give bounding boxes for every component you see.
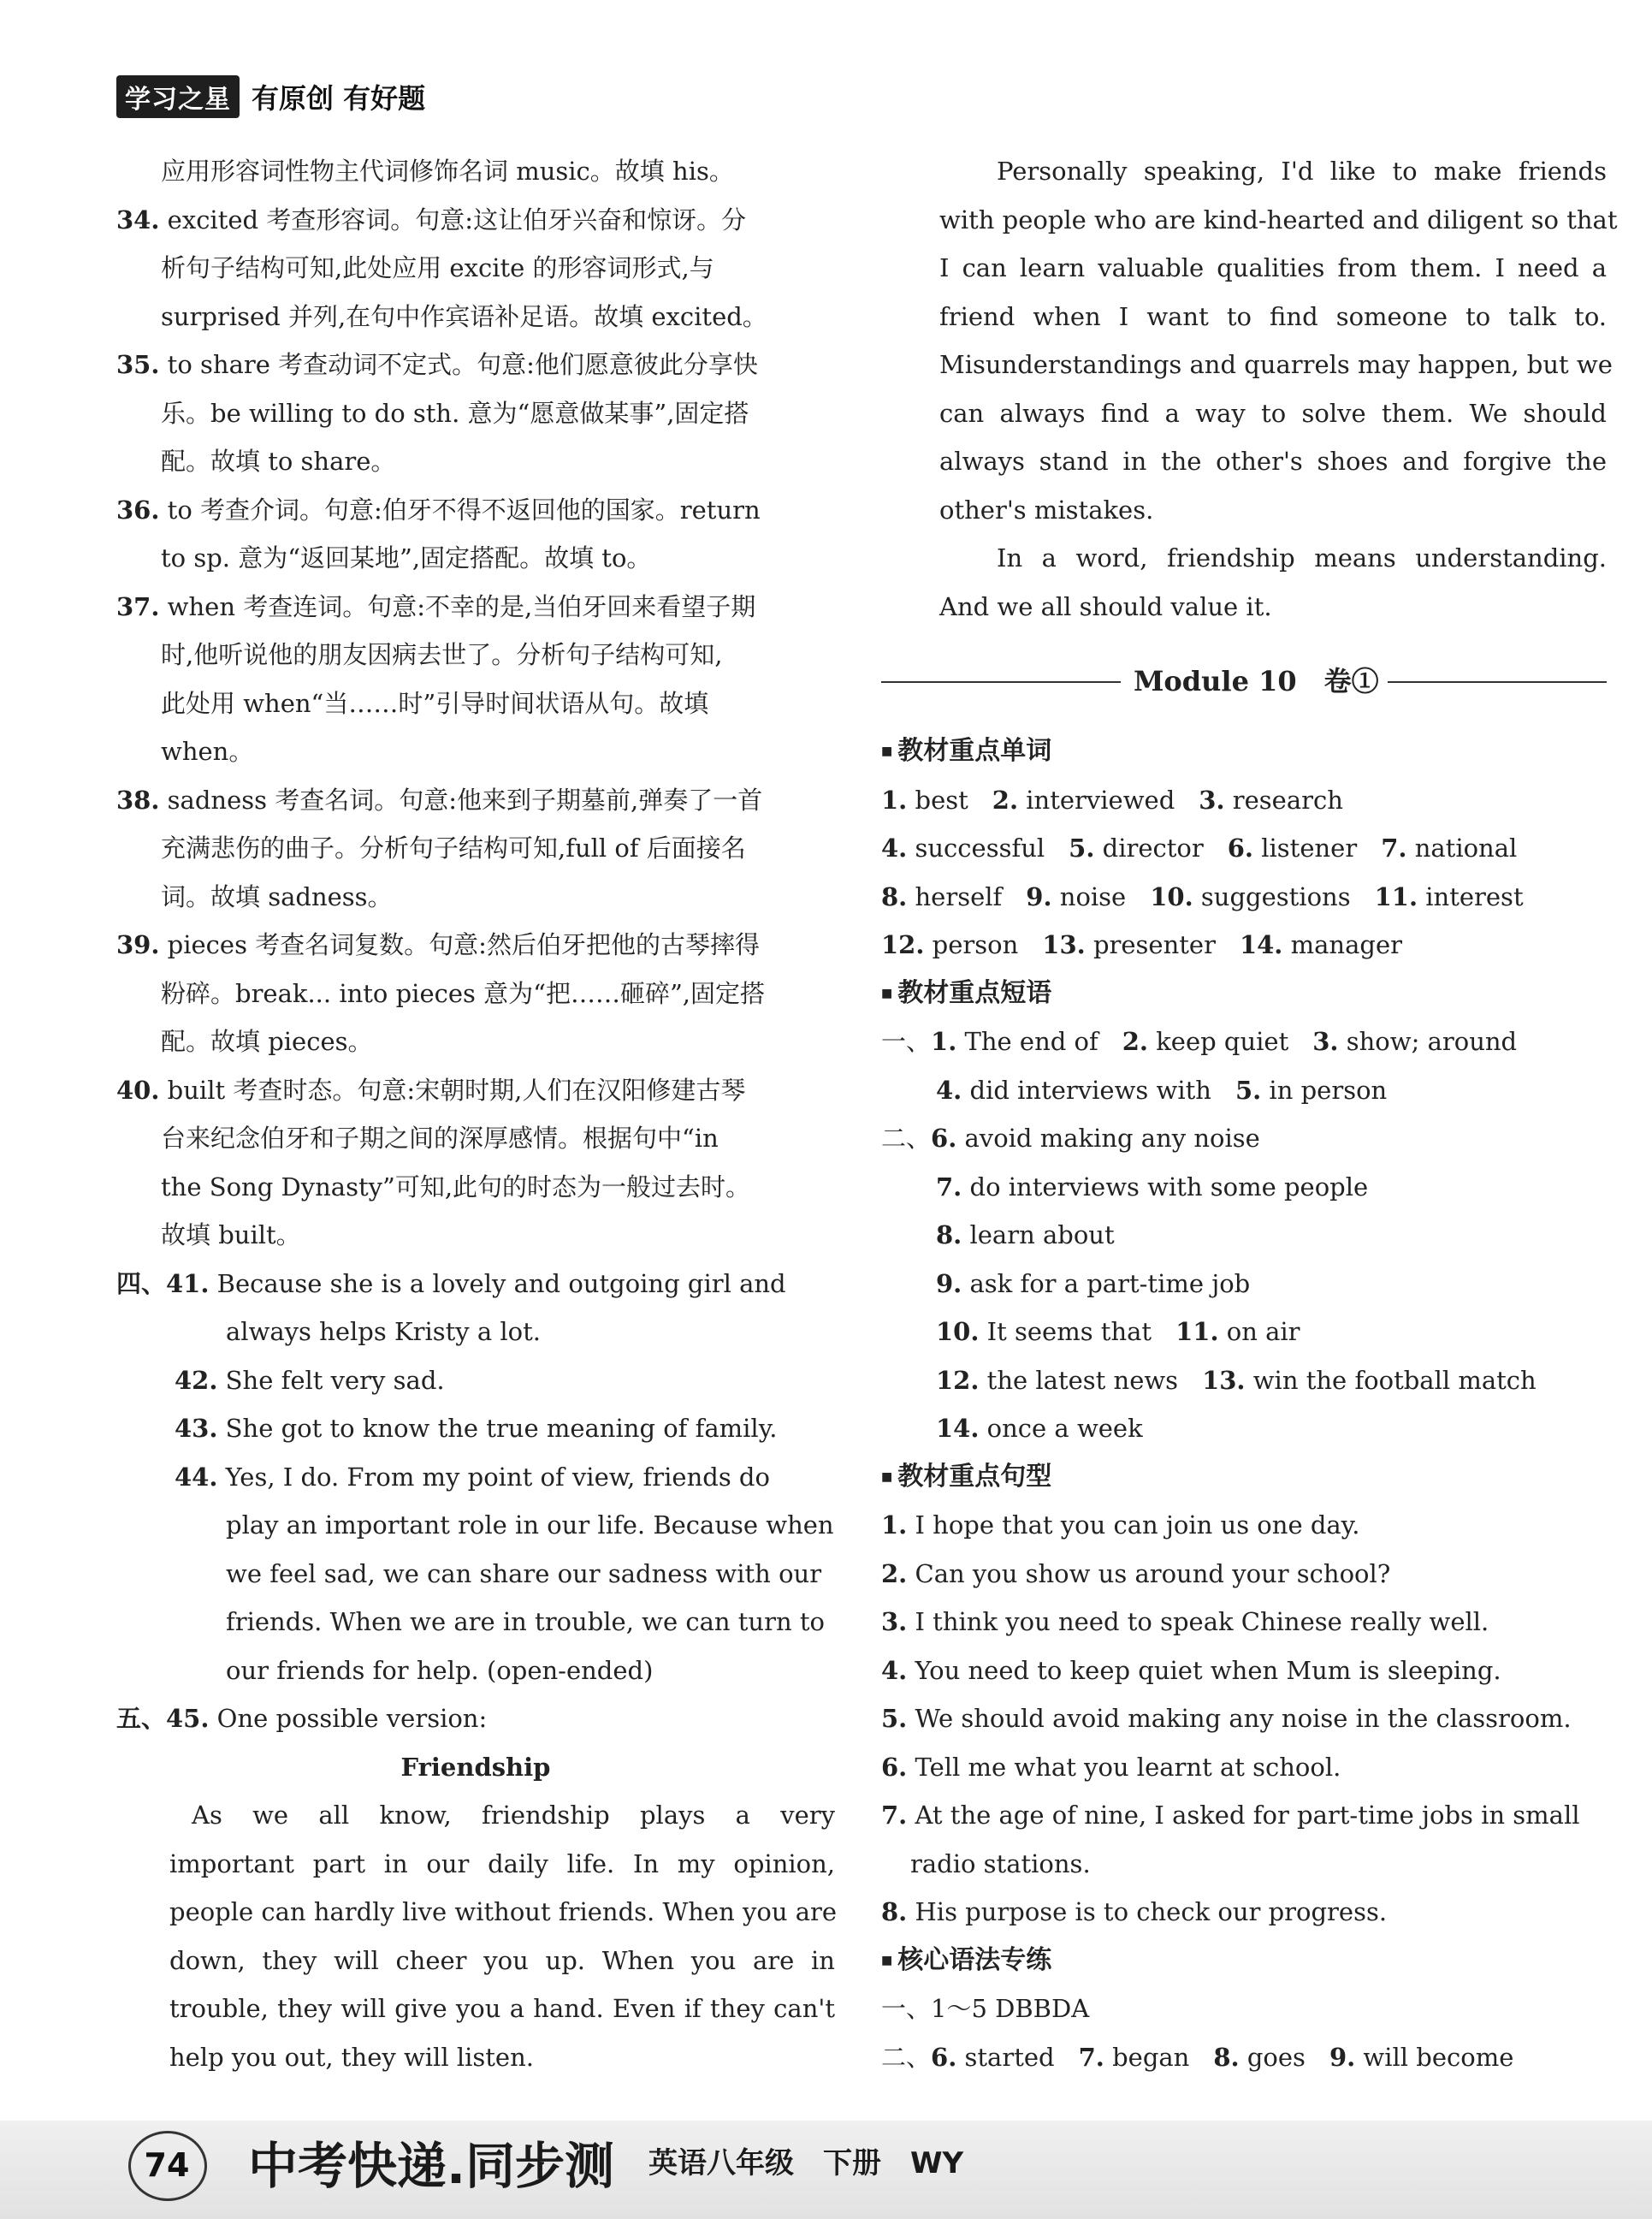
item-number: 五、45.: [116, 1704, 210, 1733]
answer-item: [881, 1753, 1341, 1782]
item-text: began: [1104, 2042, 1190, 2072]
line-text: 粉碎。break... into pieces 意为“把……砸碎”,固定搭: [161, 978, 765, 1008]
section-heading: ■ 教材重点句型: [881, 1453, 1607, 1502]
item-number: 9.: [1329, 2042, 1356, 2072]
item-number: 7.: [1078, 2042, 1104, 2072]
answer-line: [881, 1114, 1607, 1163]
text-line: [116, 824, 835, 873]
answer-item: [1079, 2043, 1190, 2072]
item-number: 3.: [881, 1607, 908, 1636]
line-text: trouble, they will give you a hand. Even if they can't: [169, 1994, 835, 2023]
text-line: [116, 486, 835, 535]
answer-item: [936, 1366, 1178, 1395]
answer-item: [1375, 882, 1524, 911]
text-line: [116, 1404, 835, 1453]
line-text: we feel sad, we can share our sadness with our: [226, 1558, 822, 1588]
item-text: The end of: [956, 1027, 1098, 1056]
item-text: His purpose is to check our progress.: [907, 1897, 1388, 1926]
item-number: 35.: [116, 350, 160, 379]
item-number: 8.: [881, 1897, 908, 1926]
line-text: to share 考查动词不定式。句意:他们愿意彼此分享快: [159, 350, 758, 379]
text-line: [116, 341, 835, 389]
line-text: always helps Kristy a lot.: [226, 1317, 541, 1346]
item-number: 8.: [936, 1220, 962, 1249]
item-text: ask for a part-time job: [962, 1268, 1251, 1298]
brand-logo: 学习之星: [116, 75, 240, 118]
answer-item: [1202, 1366, 1537, 1395]
answer-item: [936, 1317, 1152, 1346]
item-number: 12.: [881, 930, 925, 959]
essay-line: Misunderstandings and quarrels may happen, but we: [939, 350, 1613, 379]
footer-title: 中考快递.同步测: [248, 2137, 615, 2195]
item-text: We should avoid making any noise in the classroom.: [907, 1704, 1572, 1733]
text-line: [116, 776, 835, 825]
essay-line: I can learn valuable qualities from them. I need a: [939, 253, 1607, 282]
essay-line: And we all should value it.: [939, 591, 1272, 621]
item-number: 10.: [1150, 881, 1193, 911]
item-text: do interviews with some people: [962, 1172, 1369, 1201]
line-text: She felt very sad.: [217, 1365, 445, 1395]
text-line: [116, 873, 835, 922]
answer-line: [881, 1598, 1607, 1646]
text-line: [116, 1694, 835, 1743]
answer-item: [1312, 1027, 1517, 1056]
line-text: play an important role in our life. Because when: [226, 1510, 834, 1540]
essay-line: can always find a way to solve them. We should: [939, 398, 1607, 428]
group-prefix: 二、: [881, 1124, 932, 1153]
item-number: 6.: [931, 1124, 957, 1153]
item-text: suggestions: [1193, 881, 1351, 911]
item-number: 5.: [1069, 834, 1095, 863]
item-number: 7.: [936, 1172, 962, 1201]
answer-item: [1240, 930, 1402, 959]
line-text: surprised 并列,在句中作宾语补足语。故填 excited。: [161, 301, 767, 331]
item-number: 13.: [1202, 1365, 1246, 1395]
line-text: Because she is a lovely and outgoing girl and: [209, 1268, 786, 1298]
text-line: [116, 921, 835, 970]
module-rule-left: [881, 681, 1121, 683]
item-number: 14.: [1239, 930, 1283, 959]
item-text: national: [1406, 834, 1518, 863]
item-number: 9.: [936, 1268, 962, 1298]
answer-line: [881, 776, 1607, 825]
line-text: pieces 考查名词复数。句意:然后伯牙把他的古琴摔得: [159, 930, 760, 959]
text-line: [116, 1066, 835, 1115]
answer-item: [881, 930, 1018, 959]
answer-item: [931, 1124, 1260, 1153]
line-text: Yes, I do. From my point of view, friends do: [217, 1462, 770, 1492]
text-line: [116, 1985, 835, 2033]
item-text: the latest news: [979, 1365, 1179, 1395]
answer-item: [1235, 1076, 1387, 1105]
item-text: on air: [1218, 1317, 1300, 1346]
item-number: 11.: [1374, 881, 1418, 911]
item-number: 4.: [936, 1075, 962, 1105]
line-text: 配。故填 to share。: [161, 447, 396, 476]
item-text: It seems that: [979, 1317, 1152, 1346]
text-line: [116, 1646, 835, 1695]
item-text: listener: [1253, 834, 1358, 863]
answer-line: 一、1～5 DBBDA: [881, 1994, 1090, 2023]
line-text: 时,他听说他的朋友因病去世了。分析句子结构可知,: [161, 640, 723, 669]
item-text: show; around: [1338, 1027, 1518, 1056]
item-number: 2.: [1122, 1027, 1149, 1056]
item-number: 9.: [1026, 881, 1052, 911]
item-number: 44.: [175, 1462, 218, 1492]
text-line: [116, 583, 835, 632]
item-number: 38.: [116, 785, 160, 815]
item-number: 2.: [992, 785, 1019, 815]
line-text: 析句子结构可知,此处应用 excite 的形容词形式,与: [161, 253, 714, 282]
item-number: 6.: [881, 1752, 908, 1782]
answer-line: [881, 1260, 1607, 1308]
text-line: [116, 1211, 835, 1260]
item-number: 11.: [1175, 1317, 1219, 1346]
item-text: research: [1224, 785, 1343, 815]
item-number: 3.: [1199, 785, 1225, 815]
line-text: friends. When we are in trouble, we can turn to: [226, 1607, 825, 1636]
line-text: Friendship: [400, 1752, 551, 1782]
text-line: [116, 1791, 835, 1840]
line-text: help you out, they will listen.: [169, 2042, 534, 2072]
item-text: presenter: [1085, 930, 1216, 959]
text-line: [116, 1937, 835, 1985]
line-text: the Song Dynasty”可知,此句的时态为一般过去时。: [161, 1172, 751, 1201]
item-text: You need to keep quiet when Mum is sleeping.: [907, 1655, 1501, 1685]
item-text: noise: [1051, 881, 1127, 911]
item-text: goes: [1239, 2042, 1306, 2072]
answer-item: [881, 786, 968, 815]
item-number: 7.: [1381, 834, 1407, 863]
answer-line: [881, 1743, 1607, 1792]
page-header: [116, 75, 425, 118]
answer-item: [881, 834, 1045, 863]
essay-line: In a word, friendship means understanding.: [997, 543, 1607, 573]
answer-line: [881, 824, 1607, 873]
section-heading: ■ 教材重点单词: [881, 727, 1607, 776]
text-line: [116, 727, 835, 776]
item-text: herself: [907, 881, 1003, 911]
answer-item: [936, 1269, 1250, 1298]
item-number: 4.: [881, 1655, 908, 1685]
text-line: [116, 1550, 835, 1599]
answer-line: [881, 1308, 1607, 1356]
answer-line: [881, 1163, 1607, 1212]
answer-item: [881, 1607, 1489, 1636]
answer-item: [1069, 834, 1204, 863]
item-text: learn about: [962, 1220, 1115, 1249]
item-number: 5.: [1235, 1075, 1262, 1105]
text-line: [116, 1743, 835, 1792]
text-line: [116, 970, 835, 1018]
answer-item: [1228, 834, 1357, 863]
essay-line: friend when I want to find someone to talk to.: [939, 301, 1607, 331]
item-number: 四、41.: [116, 1268, 210, 1298]
answer-item: [1026, 882, 1126, 911]
answer-line: [881, 1211, 1607, 1260]
item-number: 13.: [1042, 930, 1086, 959]
essay-line: with people who are kind-hearted and diligent so that: [939, 205, 1618, 234]
answer-item: [931, 2043, 1055, 2072]
line-text: 充满悲伤的曲子。分析句子结构可知,full of 后面接名: [161, 834, 746, 863]
answer-line: [881, 2033, 1607, 2082]
item-text: manager: [1282, 930, 1402, 959]
right-column-answers: [881, 727, 1607, 2081]
text-line: [116, 534, 835, 583]
item-text: once a week: [979, 1414, 1143, 1443]
item-number: 3.: [1312, 1027, 1339, 1056]
answer-item: [1381, 834, 1517, 863]
line-text: built 考查时态。句意:宋朝时期,人们在汉阳修建古琴: [159, 1075, 746, 1105]
item-text: director: [1094, 834, 1204, 863]
text-line: [116, 1114, 835, 1163]
item-number: 6.: [931, 2042, 957, 2072]
answer-item: [1122, 1027, 1289, 1056]
item-number: 43.: [175, 1414, 218, 1443]
answer-item: [881, 1704, 1572, 1733]
line-text: people can hardly live without friends. When you are: [169, 1897, 838, 1926]
item-number: 6.: [1227, 834, 1254, 863]
module-title: Module 10 卷①: [1125, 657, 1388, 705]
item-text: successful: [907, 834, 1045, 863]
answer-line: [881, 1356, 1607, 1405]
footer-subtitle: 英语八年级 下册 WY: [648, 2146, 964, 2180]
item-text: Can you show us around your school?: [907, 1558, 1391, 1588]
header-slogan: 有原创 有好题: [252, 82, 426, 115]
answer-item: [936, 1220, 1115, 1249]
answer-item: [881, 1656, 1501, 1685]
answer-line: [881, 1066, 1607, 1115]
item-text: will become: [1355, 2042, 1514, 2072]
answer-item: [1150, 882, 1350, 911]
line-text: down, they will cheer you up. When you are in: [169, 1945, 835, 1975]
text-line: [116, 1018, 835, 1066]
line-text: She got to know the true meaning of family.: [217, 1414, 778, 1443]
text-line: [116, 679, 835, 728]
answer-line: [881, 1550, 1607, 1599]
answer-item: [1329, 2043, 1513, 2072]
line-text: One possible version:: [209, 1704, 488, 1733]
essay-line: other's mistakes.: [939, 495, 1154, 525]
answer-item: [931, 1027, 1098, 1056]
text-line: [116, 1260, 835, 1308]
line-text: important part in our daily life. In my opinion,: [169, 1848, 835, 1878]
text-line: [116, 1840, 835, 1889]
item-number: 12.: [936, 1365, 980, 1395]
text-line: [116, 1888, 838, 1937]
answer-line: [881, 1501, 1607, 1550]
item-number: 10.: [936, 1317, 980, 1346]
text-line: [116, 437, 835, 486]
essay-line: always stand in the other's shoes and forgive the: [939, 447, 1607, 476]
item-text: keep quiet: [1148, 1027, 1289, 1056]
answer-line: [881, 1791, 1607, 1840]
text-line: [116, 1308, 835, 1356]
answer-item: [881, 1559, 1390, 1588]
item-text: avoid making any noise: [956, 1124, 1260, 1153]
answer-item: [992, 786, 1175, 815]
text-line: [116, 293, 835, 341]
answer-line: [881, 1404, 1607, 1453]
line-text: 配。故填 pieces。: [161, 1027, 373, 1056]
line-text: As we all know, friendship plays a very: [192, 1801, 835, 1830]
text-line: [116, 147, 835, 196]
left-column: [116, 147, 838, 2081]
text-line: [116, 1598, 835, 1646]
line-text: 此处用 when“当……时”引导时间状语从句。故填: [161, 688, 709, 718]
text-line: [116, 244, 835, 293]
module-heading: [881, 657, 1607, 705]
answer-item: [881, 1510, 1359, 1540]
answer-item: [936, 1172, 1368, 1201]
item-number: 7.: [881, 1801, 908, 1830]
answer-item: [1175, 1317, 1300, 1346]
item-number: 14.: [936, 1414, 980, 1443]
item-text: I think you need to speak Chinese really well.: [907, 1607, 1489, 1636]
item-text: started: [956, 2042, 1055, 2072]
item-text: At the age of nine, I asked for part-time jobs in small: [907, 1801, 1580, 1830]
item-number: 37.: [116, 591, 160, 621]
answer-item: [881, 1897, 1387, 1926]
answer-line: radio stations.: [910, 1848, 1091, 1878]
answer-line: [881, 1694, 1607, 1743]
item-number: 34.: [116, 205, 160, 234]
item-number: 2.: [881, 1558, 908, 1588]
item-number: 8.: [881, 881, 908, 911]
text-line: [116, 1163, 835, 1212]
answer-line: [881, 1888, 1607, 1937]
line-text: 台来纪念伯牙和子期之间的深厚感情。根据句中“in: [161, 1124, 719, 1153]
answer-line: [881, 1018, 1607, 1066]
line-text: to sp. 意为“返回某地”,固定搭配。故填 to。: [161, 543, 652, 573]
item-number: 1.: [931, 1027, 957, 1056]
item-number: 5.: [881, 1704, 908, 1733]
item-text: Tell me what you learnt at school.: [907, 1752, 1341, 1782]
essay-line: Personally speaking, I'd like to make friends: [997, 157, 1607, 186]
answer-item: [1042, 930, 1216, 959]
text-line: [116, 389, 835, 438]
item-number: 36.: [116, 495, 160, 525]
line-text: when 考查连词。句意:不幸的是,当伯牙回来看望子期: [159, 591, 756, 621]
line-text: 词。故填 sadness。: [161, 881, 393, 911]
line-text: 乐。be willing to do sth. 意为“愿意做某事”,固定搭: [161, 398, 749, 428]
answer-line: [881, 921, 1607, 970]
line-text: excited 考查形容词。句意:这让伯牙兴奋和惊讶。分: [159, 205, 747, 234]
text-line: [116, 2033, 835, 2082]
group-prefix: 一、: [881, 1027, 932, 1056]
text-line: [116, 1356, 835, 1405]
item-number: 4.: [881, 834, 908, 863]
answer-line: [881, 873, 1607, 922]
item-number: 1.: [881, 1510, 908, 1540]
item-text: interest: [1418, 881, 1524, 911]
text-line: [116, 1453, 835, 1502]
line-text: when。: [161, 737, 254, 766]
page-number: 74: [128, 2131, 205, 2199]
item-number: 40.: [116, 1075, 160, 1105]
answer-item: [1213, 2043, 1306, 2072]
answer-item: [881, 1801, 1580, 1830]
item-text: I hope that you can join us one day.: [907, 1510, 1360, 1540]
right-column-essay: [881, 147, 1618, 631]
answer-item: [881, 882, 1002, 911]
text-line: [116, 196, 835, 245]
line-text: to 考查介词。句意:伯牙不得不返回他的国家。return: [159, 495, 761, 525]
item-number: 8.: [1213, 2042, 1240, 2072]
text-line: [116, 1501, 835, 1550]
item-number: 39.: [116, 930, 160, 959]
answer-item: [936, 1076, 1211, 1105]
item-number: 1.: [881, 785, 908, 815]
item-text: in person: [1261, 1075, 1388, 1105]
item-text: interviewed: [1018, 785, 1175, 815]
item-text: person: [924, 930, 1019, 959]
section-heading: ■ 教材重点短语: [881, 970, 1607, 1018]
answer-item: [936, 1414, 1143, 1443]
line-text: 故填 built。: [161, 1220, 301, 1249]
text-line: [116, 631, 835, 679]
line-text: sadness 考查名词。句意:他来到子期墓前,弹奏了一首: [159, 785, 763, 815]
line-text: our friends for help. (open-ended): [226, 1655, 654, 1685]
line-text: 应用形容词性物主代词修饰名词 music。故填 his。: [161, 157, 734, 186]
item-text: did interviews with: [962, 1075, 1211, 1105]
item-text: win the football match: [1245, 1365, 1537, 1395]
answer-line: [881, 1646, 1607, 1695]
item-number: 42.: [175, 1365, 218, 1395]
section-heading: ■ 核心语法专练: [881, 1937, 1607, 1985]
answer-item: [1199, 786, 1343, 815]
item-text: best: [907, 785, 968, 815]
group-prefix: 二、: [881, 2042, 932, 2072]
